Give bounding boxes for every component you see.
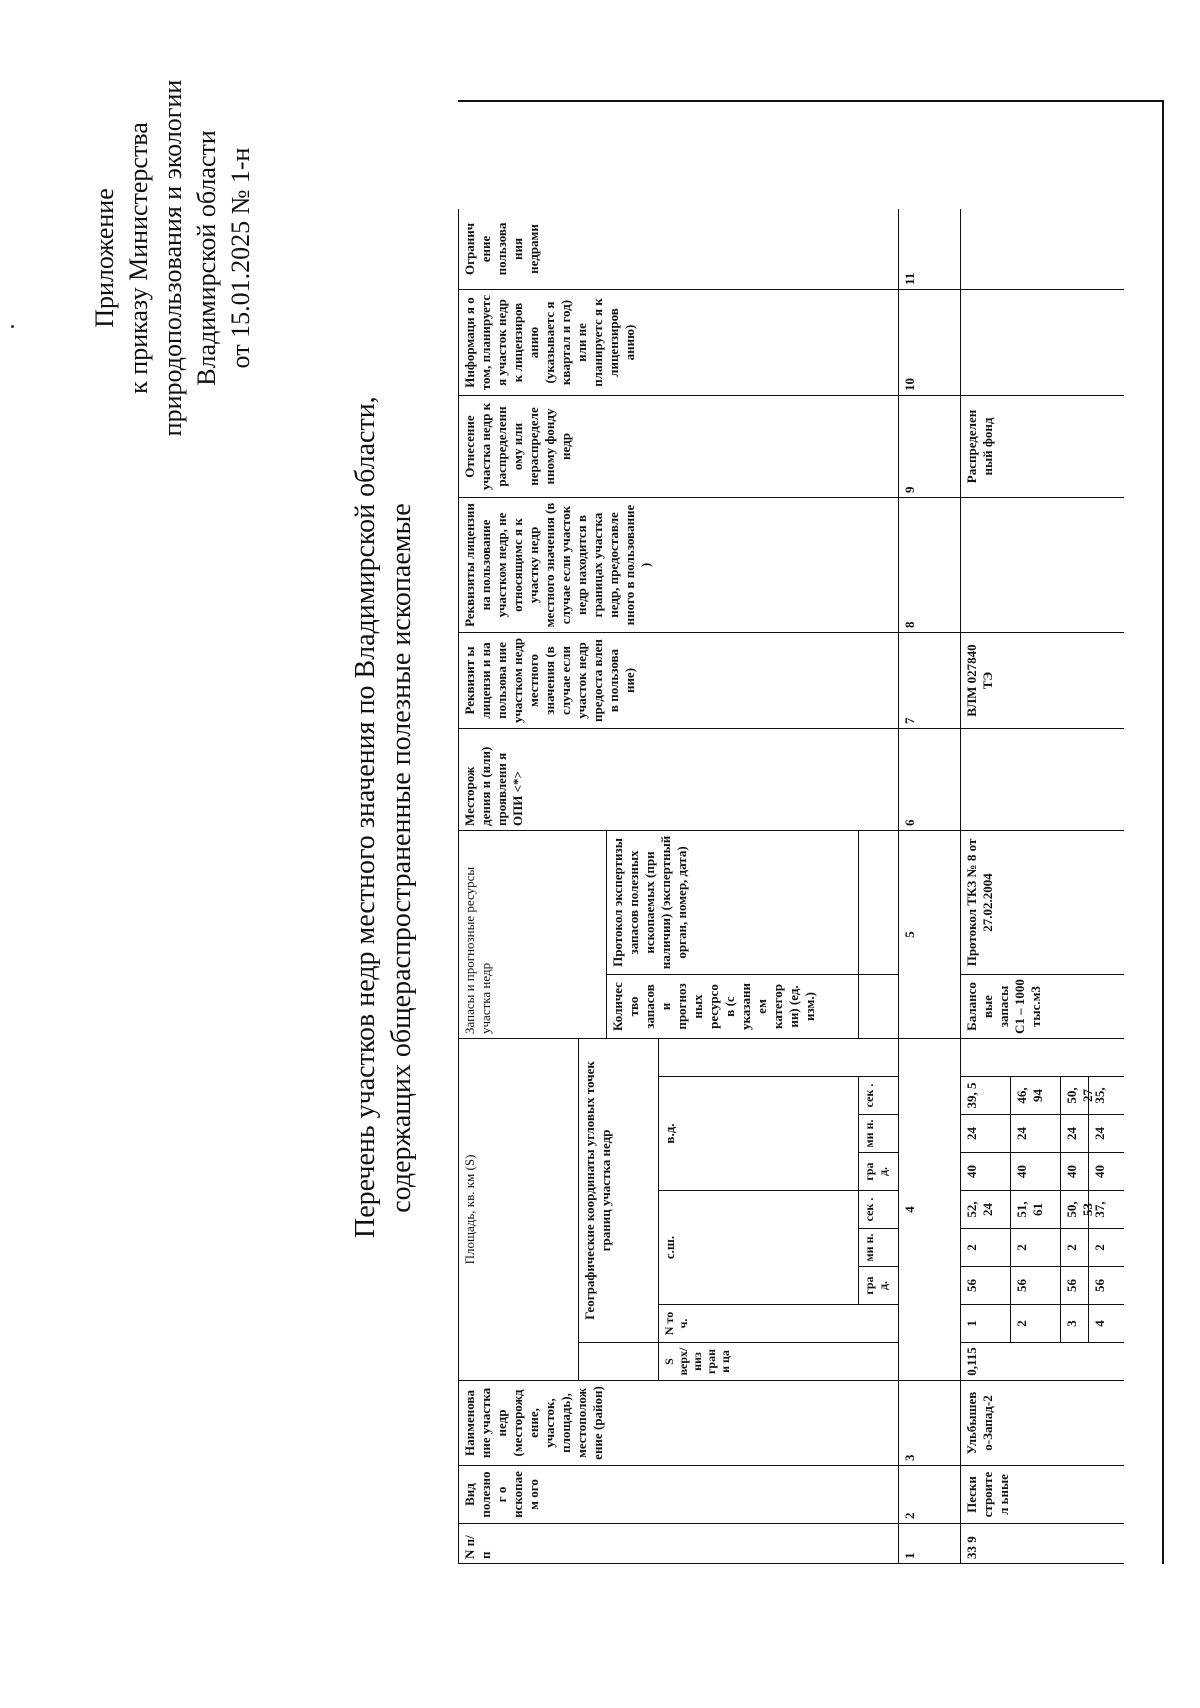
cell-licensing-plan: [960, 290, 1124, 396]
cell-lon-sec: 39, 5: [960, 1077, 1010, 1115]
cell-lon-deg: 40: [1088, 1153, 1124, 1191]
header-licensing-plan: Информаци я о том, планируетс я участок недр к лицензиров анию (указываетс я квартал и год) или не планируетс я к лицензиров анию): [458, 290, 898, 396]
header-local-license: Реквизит ы лицензи и на пользова ние участком недр местного значения (в случае если участок недр предоста влен в пользова ние): [458, 633, 898, 729]
cell-point-num: 2: [1010, 1305, 1060, 1343]
header-reserves: Запасы и прогнозные ресурсы участка недр: [458, 831, 606, 1039]
subsoil-plots-table: [458, 100, 1164, 1564]
header-lon-sec: сек .: [858, 1077, 898, 1115]
document-title: [348, 396, 420, 1238]
header-latitude: с.ш.: [658, 1191, 858, 1305]
column-number: 11: [898, 209, 960, 290]
cell-reserves-quantity: Балансо вые запасы С1 – 1000 тыс.м3: [960, 975, 1124, 1039]
cell-lat-min: 2: [1060, 1229, 1088, 1267]
header-line-1: Приложение: [90, 188, 119, 328]
cell-lon-deg: 40: [960, 1153, 1010, 1191]
header-lon-min: ми н.: [858, 1115, 898, 1153]
cell-lat-sec: 52, 24: [960, 1191, 1010, 1229]
cell-lon-sec: 50, 27: [1060, 1077, 1088, 1115]
column-number: 3: [898, 1381, 960, 1466]
cell-lon-min: 24: [1088, 1115, 1124, 1153]
cell-lat-min: 2: [1088, 1229, 1124, 1267]
cell-lat-deg: 56: [960, 1267, 1010, 1305]
cell-lat-sec: 37,: [1088, 1191, 1124, 1229]
cell-point-num: 3: [1060, 1305, 1088, 1343]
header-lat-min: ми н.: [858, 1229, 898, 1267]
scan-speck: [11, 325, 14, 328]
cell-usage-restriction: [960, 209, 1124, 290]
cell-other-license: [960, 498, 1124, 633]
column-number: 9: [898, 396, 960, 498]
cell-mineral-type: Пески строител ьные: [960, 1466, 1124, 1524]
cell-lon-deg: 40: [1060, 1153, 1088, 1191]
header-fund: Отнесение участка недр к распределенн ому или нераспределе нному фонду недр: [458, 396, 898, 498]
header-s-bound: S верх/ низ грани ца: [658, 1343, 898, 1381]
cell-lat-sec: 51, 61: [1010, 1191, 1060, 1229]
header-plot-name: Наименова ние участка недр (месторожд ение, участок, площадь), местополож ение (район): [458, 1381, 898, 1466]
cell-point-num: 1: [960, 1305, 1010, 1343]
column-number: 7: [898, 633, 960, 729]
cell-reserves-protocol: Протокол ТКЗ № 8 от 27.02.2004: [960, 831, 1124, 975]
header-lat-sec: сек .: [858, 1191, 898, 1229]
cell-lat-deg: 56: [1060, 1267, 1088, 1305]
header-line-4: Владимирской области: [192, 130, 221, 386]
header-reserves-quantity: Количес тво запасов и прогноз ных ресурсо в (с указани ем категор ии) (ед. изм.): [606, 975, 858, 1039]
cell-lat-deg: 56: [1088, 1267, 1124, 1305]
cell-lon-sec: 35,: [1088, 1077, 1124, 1115]
cell-lat-min: 2: [960, 1229, 1010, 1267]
column-number: 4: [898, 1039, 960, 1381]
column-number: 5: [898, 831, 960, 1039]
header-deposits: Месторож дения и (или) проявлени я ОПИ <*>: [458, 729, 898, 831]
column-number: 1: [898, 1524, 960, 1564]
column-number: 8: [898, 498, 960, 633]
cell-lon-min: 24: [1060, 1115, 1088, 1153]
column-number: 2: [898, 1466, 960, 1524]
header-area: Площадь, кв. км (S): [458, 1039, 578, 1381]
cell-lon-deg: 40: [1010, 1153, 1060, 1191]
cell-row-number: 33 9: [960, 1524, 1124, 1564]
cell-point-num: 4: [1088, 1305, 1124, 1343]
header-geo-tail: [658, 1039, 898, 1077]
cell-lat-deg: 56: [1010, 1267, 1060, 1305]
header-other-license: Реквизиты лицензии на пользование участком недр, не относящимс я к участку недр местного значения (в случае если участок недр находится в границах участка недр, предоставле нного в пользование ): [458, 498, 898, 633]
header-line-2: к приказу Министерства: [124, 122, 153, 394]
header-lon-deg: гра д.: [858, 1153, 898, 1191]
cell-local-license: ВЛМ 027840 ТЭ: [960, 633, 1124, 729]
header-line-5: от 15.01.2025 № 1-н: [226, 147, 255, 369]
header-mineral-type: Вид полезног о ископаем ого: [458, 1466, 898, 1524]
title-line-2: содержащих общераспространенные полезные ископаемые: [386, 503, 417, 1213]
title-line-1: Перечень участков недр местного значения по Владимирской области,: [350, 396, 381, 1238]
cell-geo-tail: [960, 1039, 1124, 1077]
header-reserves-blank-2: [858, 831, 898, 975]
cell-plot-name: Ульбышев о-Запад-2: [960, 1381, 1124, 1466]
cell-area-s: 0,115: [960, 1343, 1124, 1381]
header-longitude: в.д.: [658, 1077, 858, 1191]
column-number: 6: [898, 729, 960, 831]
header-usage-restriction: Огранич ение пользова ния недрами: [458, 209, 898, 290]
cell-lat-min: 2: [1010, 1229, 1060, 1267]
header-geo-coordinates: Географические координаты угловых точек границ участка недр: [578, 1039, 658, 1343]
cell-fund: Распределен ный фонд: [960, 396, 1124, 498]
cell-deposits: [960, 729, 1124, 831]
header-reserves-protocol: Протокол экспертизы запасов полезных ископаемых (при наличии) (экспертный орган, номер, дата): [606, 831, 858, 975]
cell-lon-sec: 46, 94: [1010, 1077, 1060, 1115]
cell-lat-sec: 50, 53: [1060, 1191, 1088, 1229]
header-lat-deg: гра д.: [858, 1267, 898, 1305]
header-line-3: природопользования и экологии: [158, 79, 187, 437]
cell-lon-min: 24: [1010, 1115, 1060, 1153]
header-point-num: N то ч.: [658, 1305, 898, 1343]
cell-lon-min: 24: [960, 1115, 1010, 1153]
column-number: 10: [898, 290, 960, 396]
appendix-header: [88, 48, 258, 468]
header-num: N п/ п: [458, 1524, 898, 1564]
header-reserves-blank-1: [858, 975, 898, 1039]
